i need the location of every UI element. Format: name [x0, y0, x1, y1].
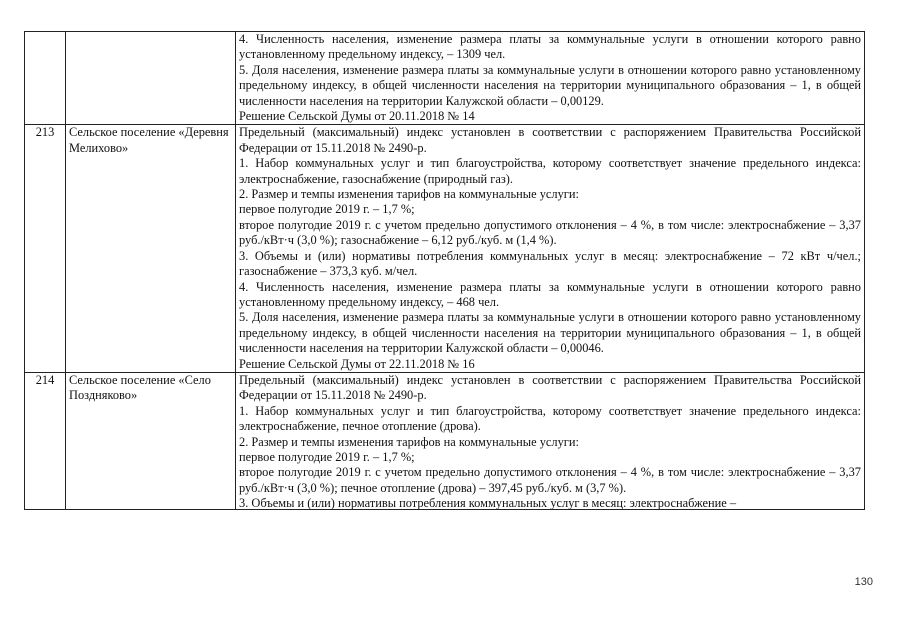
- text-line: 4. Численность населения, изменение размера платы за коммунальные услуги в отношении которого равно установленному предельному индексу, – 468 чел.: [239, 279, 861, 309]
- row-text: [236, 32, 865, 125]
- row-number: 213: [25, 125, 66, 373]
- row-number: 214: [25, 372, 66, 509]
- text-line: 5. Доля населения, изменение размера платы за коммунальные услуги в отношении которого равно установленному предельному индексу, в общей численности населения на территории муниципального образования – 1, в общей численности населения на территории Калужской области – 0,00046.: [239, 310, 861, 356]
- text-line: Предельный (максимальный) индекс установлен в соответствии с распоряжением Правительства Российской Федерации от 15.11.2018 № 2490-р.: [239, 372, 861, 403]
- text-line: Предельный (максимальный) индекс установлен в соответствии с распоряжением Правительства Российской Федерации от 15.11.2018 № 2490-р.: [239, 125, 861, 155]
- text-line: Решение Сельской Думы от 22.11.2018 № 16: [239, 356, 475, 371]
- text-line: 5. Доля населения, изменение размера платы за коммунальные услуги в отношении которого равно установленному предельному индексу, в общей численности населения на территории муниципального образования – 1, в общей численности населения на территории Калужской области – 0,00129.: [239, 62, 861, 108]
- text-line: Решение Сельской Думы от 20.11.2018 № 14: [239, 109, 475, 124]
- text-line: первое полугодие 2019 г. – 1,7 %;: [239, 202, 415, 217]
- text-line: 1. Набор коммунальных услуг и тип благоустройства, которому соответствует значение предельного индекса: электроснабжение, газоснабжение (природный газ).: [239, 156, 861, 186]
- text-line: 4. Численность населения, изменение размера платы за коммунальные услуги в отношении которого равно установленному предельному индексу, – 1309 чел.: [239, 32, 861, 62]
- text-line: второе полугодие 2019 г. с учетом предельно допустимого отклонения – 4 %, в том числе: электроснабжение – 3,37 руб./кВт·ч (3,0 %); газоснабжение – 6,12 руб./куб. м (1,4 %).: [239, 217, 861, 248]
- text-line: 3. Объемы и (или) нормативы потребления коммунальных услуг в месяц: электроснабжение – 72 кВт ч/чел.; газоснабжение – 373,3 куб. м/чел.: [239, 248, 861, 279]
- document-table: [24, 31, 865, 510]
- text-line: второе полугодие 2019 г. с учетом предельно допустимого отклонения – 4 %, в том числе: электроснабжение – 3,37 руб./кВт·ч (3,0 %); печное отопление (дрова) – 397,45 руб./куб. м (3,7 %).: [239, 465, 861, 495]
- page-number: 130: [854, 576, 873, 588]
- table-row: [25, 372, 865, 509]
- text-line: 2. Размер и темпы изменения тарифов на коммунальные услуги:: [239, 434, 579, 449]
- row-text: [236, 372, 865, 509]
- row-number: [25, 32, 66, 125]
- settlement-name: [66, 32, 236, 125]
- text-line: первое полугодие 2019 г. – 1,7 %;: [239, 449, 415, 464]
- table-row: [25, 125, 865, 373]
- text-line: 1. Набор коммунальных услуг и тип благоустройства, которому соответствует значение предельного индекса: электроснабжение, печное отопление (дрова).: [239, 403, 861, 434]
- text-line: 2. Размер и темпы изменения тарифов на коммунальные услуги:: [239, 187, 579, 202]
- text-line: 3. Объемы и (или) нормативы потребления коммунальных услуг в месяц: электроснабжение –: [239, 496, 737, 510]
- table-row: [25, 32, 865, 125]
- settlement-name: Сельское поселение «Деревня Мелихово»: [66, 125, 236, 373]
- row-text: [236, 125, 865, 373]
- settlement-name: Сельское поселение «Село Поздняково»: [66, 372, 236, 509]
